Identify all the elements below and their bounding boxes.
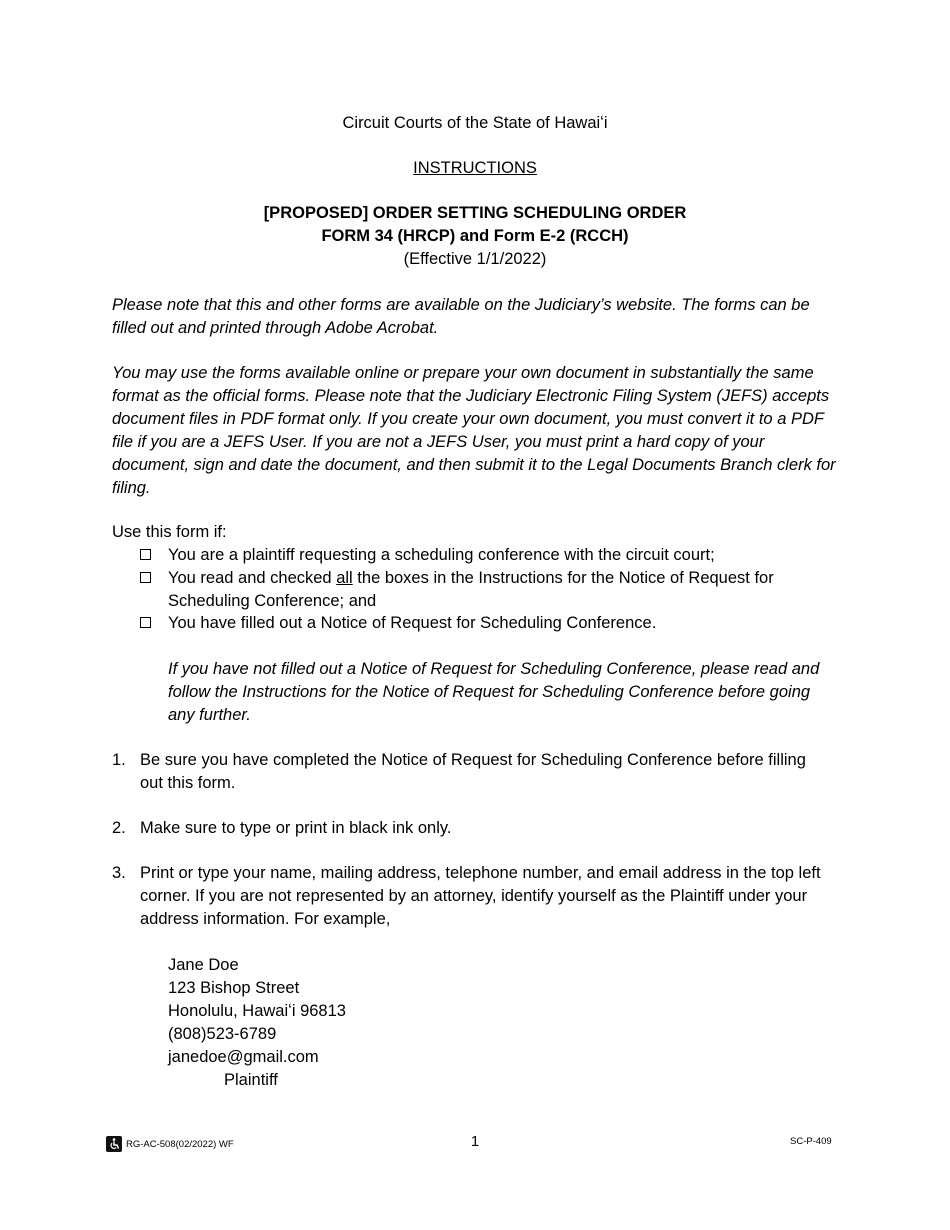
address-example: [168, 954, 346, 1092]
checkbox-icon[interactable]: [140, 617, 151, 628]
example-email: janedoe@gmail.com: [168, 1048, 319, 1066]
example-phone: (808)523-6789: [168, 1025, 277, 1043]
step-number: 3.: [112, 864, 126, 882]
underlined-all: all: [336, 569, 353, 587]
form-code-text: RG-AC-508(02/2022) WF: [126, 1138, 234, 1150]
effective-date: (Effective 1/1/2022): [403, 250, 547, 268]
form-title: [0, 202, 950, 271]
step-text: Be sure you have completed the Notice of Request for Scheduling Conference before filling out this form.: [140, 751, 806, 792]
form-title-line1: [PROPOSED] ORDER SETTING SCHEDULING ORDER: [263, 204, 687, 222]
step-text: Make sure to type or print in black ink only.: [140, 819, 452, 837]
step-number: 1.: [112, 751, 126, 769]
use-form-label: Use this form if:: [112, 523, 227, 541]
example-role: Plaintiff: [224, 1071, 278, 1089]
intro-paragraph-1: Please note that this and other forms are available on the Judiciary’s website. The forms can be filled out and printed through Adobe Acrobat.: [112, 296, 810, 337]
checkbox-icon[interactable]: [140, 572, 151, 583]
page-number: 1: [470, 1133, 480, 1150]
form-number: SC-P-409: [790, 1136, 832, 1147]
checklist-text: You read and checked all the boxes in the Instructions for the Notice of Request for Scheduling Conference; and: [168, 569, 774, 610]
checklist-text: You have filled out a Notice of Request for Scheduling Conference.: [168, 614, 657, 632]
example-name: Jane Doe: [168, 956, 239, 974]
instructions-heading: INSTRUCTIONS: [413, 159, 537, 177]
checklist-text: You are a plaintiff requesting a scheduling conference with the circuit court;: [168, 546, 715, 564]
court-title: Circuit Courts of the State of Hawaiʻi: [342, 114, 608, 132]
intro-paragraph-2: You may use the forms available online or prepare your own document in substantially the same format as the official forms. Please note that the Judiciary Electronic Filing System (JEFS) accepts document files in PDF format only. If you create your own document, you must convert it to a PDF file if you are a JEFS User. If you are not a JEFS User, you must print a hard copy of your document, sign and date the document, and then submit it to the Legal Documents Branch clerk for filing.: [112, 364, 836, 497]
example-street: 123 Bishop Street: [168, 979, 300, 997]
form-title-line2: FORM 34 (HRCP) and Form E-2 (RCCH): [321, 227, 629, 245]
step-text: Print or type your name, mailing address, telephone number, and email address in the top left corner. If you are not represented by an attorney, identify yourself as the Plaintiff under your address information. For example,: [140, 864, 821, 928]
checkbox-icon[interactable]: [140, 549, 151, 560]
notice-note: If you have not filled out a Notice of Request for Scheduling Conference, please read and follow the Instructions for the Notice of Request for Scheduling Conference before going any further.: [168, 660, 820, 724]
example-city: Honolulu, Hawaiʻi 96813: [168, 1002, 346, 1020]
step-number: 2.: [112, 819, 126, 837]
